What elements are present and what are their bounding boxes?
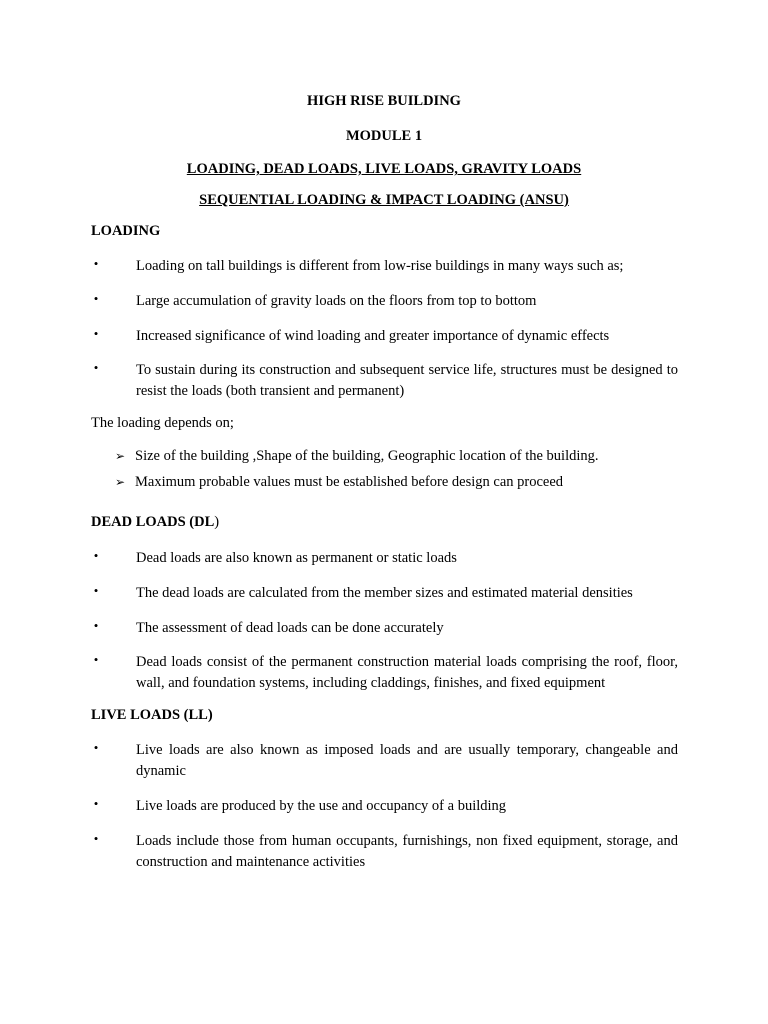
arrow-list-item-text: Maximum probable values must be established before design can proceed (135, 474, 564, 490)
arrow-list-item-text: Size of the building ,Shape of the building, Geographic location of the building. (135, 448, 599, 464)
list-item (91, 291, 678, 312)
bullet-icon: • (93, 326, 99, 341)
section-heading-dead-loads-close: ) (214, 514, 220, 530)
list-item-text: Live loads are produced by the use and occupancy of a building (136, 798, 507, 814)
list-item (91, 583, 678, 604)
bullet-icon: • (93, 796, 99, 811)
bullet-icon: • (93, 831, 99, 846)
section-heading-dead-loads (91, 514, 219, 531)
list-item (91, 618, 678, 639)
topic-subtitle-2: SEQUENTIAL LOADING & IMPACT LOADING (ANSU) (199, 192, 569, 208)
list-item (91, 740, 678, 782)
bullet-icon: • (93, 360, 99, 375)
list-item-text: The assessment of dead loads can be done accurately (136, 620, 444, 636)
list-item (91, 796, 678, 817)
arrow-bullet-icon: ➢ (115, 449, 126, 463)
section-heading-live-loads: LIVE LOADS (LL) (91, 707, 213, 723)
bullet-icon: • (93, 618, 99, 633)
list-item (91, 256, 678, 277)
arrow-bullet-icon: ➢ (115, 475, 126, 489)
arrow-list-item (115, 474, 563, 491)
list-item-text: Increased significance of wind loading and greater importance of dynamic effects (136, 328, 610, 344)
list-item-text: To sustain during its construction and subsequent service life, structures must be designed to resist the loads (both transient and permanent) (136, 362, 678, 399)
bullet-icon: • (93, 291, 99, 306)
bullet-icon: • (93, 652, 99, 667)
list-item-text: Loading on tall buildings is different from low-rise buildings in many ways such as; (136, 258, 624, 274)
list-item (91, 360, 678, 402)
list-item-text: The dead loads are calculated from the member sizes and estimated material densities (136, 585, 633, 601)
arrow-list-item (115, 448, 599, 465)
list-item (91, 652, 678, 694)
list-item-text: Dead loads are also known as permanent or static loads (136, 550, 457, 566)
loading-depends-text: The loading depends on; (91, 415, 234, 431)
list-item (91, 831, 678, 873)
section-heading-dead-loads-text: DEAD LOADS (DL (91, 514, 215, 530)
topic-subtitle: LOADING, DEAD LOADS, LIVE LOADS, GRAVITY LOADS (186, 161, 582, 177)
document-title: HIGH RISE BUILDING (307, 93, 461, 109)
bullet-icon: • (93, 740, 99, 755)
list-item-text: Live loads are also known as imposed loads and are usually temporary, changeable and dynamic (136, 742, 678, 779)
section-heading-loading: LOADING (91, 223, 161, 239)
list-item-text: Dead loads consist of the permanent construction material loads comprising the roof, floor, wall, and foundation systems, including claddings, finishes, and fixed equipment (136, 654, 678, 691)
list-item (91, 548, 678, 569)
bullet-icon: • (93, 548, 99, 563)
module-title: MODULE 1 (345, 128, 423, 144)
bullet-icon: • (93, 256, 99, 271)
list-item (91, 326, 678, 347)
bullet-icon: • (93, 583, 99, 598)
list-item-text: Loads include those from human occupants, furnishings, non fixed equipment, storage, and construction and maintenance activities (136, 833, 678, 870)
list-item-text: Large accumulation of gravity loads on the floors from top to bottom (136, 293, 537, 309)
